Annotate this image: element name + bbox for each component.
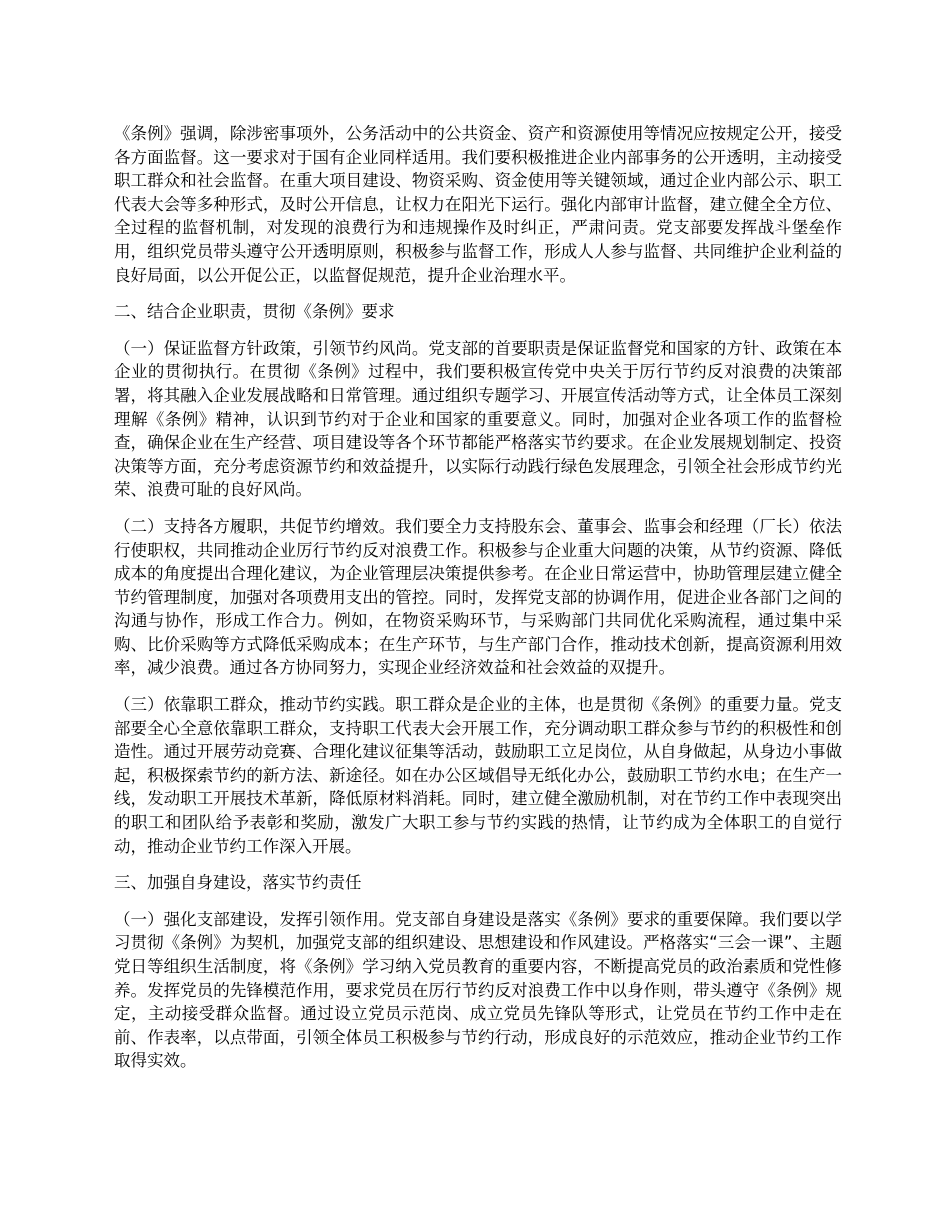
paragraph-3-1: （一）强化支部建设，发挥引领作用。党支部自身建设是落实《条例》要求的重要保障。我们要以学习贯彻《条例》为契机，加强党支部的组织建设、思想建设和作风建设。严格落实“三会一课”、主题党日等组织生活制度，将《条例》学习纳入党员教育的重要内容，不断提高党员的政治素质和党性修养。发挥党员的先锋模范作用，要求党员在厉行节约反对浪费工作中以身作则，带头遵守《条例》规定，主动接受群众监督。通过设立党员示范岗、成立党员先锋队等形式，让党员在节约工作中走在前、作表率，以点带面，引领全体员工积极参与节约行动，形成良好的示范效应，推动企业节约工作取得实效。 (114, 909, 842, 1071)
paragraph-disclosure-oversight: 《条例》强调，除涉密事项外，公务活动中的公共资金、资产和资源使用等情况应按规定公开，接受各方面监督。这一要求对于国有企业同样适用。我们要积极推进企业内部事务的公开透明，主动接受职工群众和社会监督。在重大项目建设、物资采购、资金使用等关键领域，通过企业内部公示、职工代表大会等多种形式，及时公开信息，让权力在阳光下运行。强化内部审计监督，建立健全全方位、全过程的监督机制，对发现的浪费行为和违规操作及时纠正，严肃问责。党支部要发挥战斗堡垒作用，组织党员带头遵守公开透明原则，积极参与监督工作，形成人人参与监督、共同维护企业利益的良好局面，以公开促公正，以监督促规范，提升企业治理水平。 (114, 124, 842, 285)
document-body (114, 122, 842, 1086)
paragraph-2-2: （二）支持各方履职，共促节约增效。我们要全力支持股东会、董事会、监事会和经理（厂长）依法行使职权，共同推动企业厉行节约反对浪费工作。积极参与企业重大问题的决策，从节约资源、降低成本的角度提出合理化建议，为企业管理层决策提供参考。在企业日常运营中，协助管理层建立健全节约管理制度，加强对各项费用支出的管控。同时，发挥党支部的协调作用，促进企业各部门之间的沟通与协作，形成工作合力。例如，在物资采购环节，与采购部门共同优化采购流程，通过集中采购、比价采购等方式降低采购成本；在生产环节，与生产部门合作，推动技术创新，提高资源利用效率，减少浪费。通过各方协同努力，实现企业经济效益和社会效益的双提升。 (114, 516, 842, 678)
section-heading-3: 三、加强自身建设，落实节约责任 (114, 873, 362, 893)
section-heading-2: 二、结合企业职责，贯彻《条例》要求 (114, 302, 395, 322)
paragraph-2-3: （三）依靠职工群众，推动节约实践。职工群众是企业的主体，也是贯彻《条例》的重要力量。党支部要全心全意依靠职工群众，支持职工代表大会开展工作，充分调动职工群众参与节约的积极性和创造性。通过开展劳动竞赛、合理化建议征集等活动，鼓励职工立足岗位，从自身做起，从身边小事做起，积极探索节约的新方法、新途径。如在办公区域倡导无纸化办公，鼓励职工节约水电；在生产一线，发动职工开展技术革新，降低原材料消耗。同时，建立健全激励机制，对在节约工作中表现突出的职工和团队给予表彰和奖励，激发广大职工参与节约实践的热情，让节约成为全体职工的自觉行动，推动企业节约工作深入开展。 (114, 695, 842, 856)
paragraph-2-1: （一）保证监督方针政策，引领节约风尚。党支部的首要职责是保证监督党和国家的方针、政策在本企业的贯彻执行。在贯彻《条例》过程中，我们要积极宣传党中央关于厉行节约反对浪费的决策部署，将其融入企业发展战略和日常管理。通过组织专题学习、开展宣传活动等方式，让全体员工深刻理解《条例》精神，认识到节约对于企业和国家的重要意义。同时，加强对企业各项工作的监督检查，确保企业在生产经营、项目建设等各个环节都能严格落实节约要求。在企业发展规划制定、投资决策等方面，充分考虑资源节约和效益提升，以实际行动践行绿色发展理念，引领全社会形成节约光荣、浪费可耻的良好风尚。 (114, 338, 842, 500)
